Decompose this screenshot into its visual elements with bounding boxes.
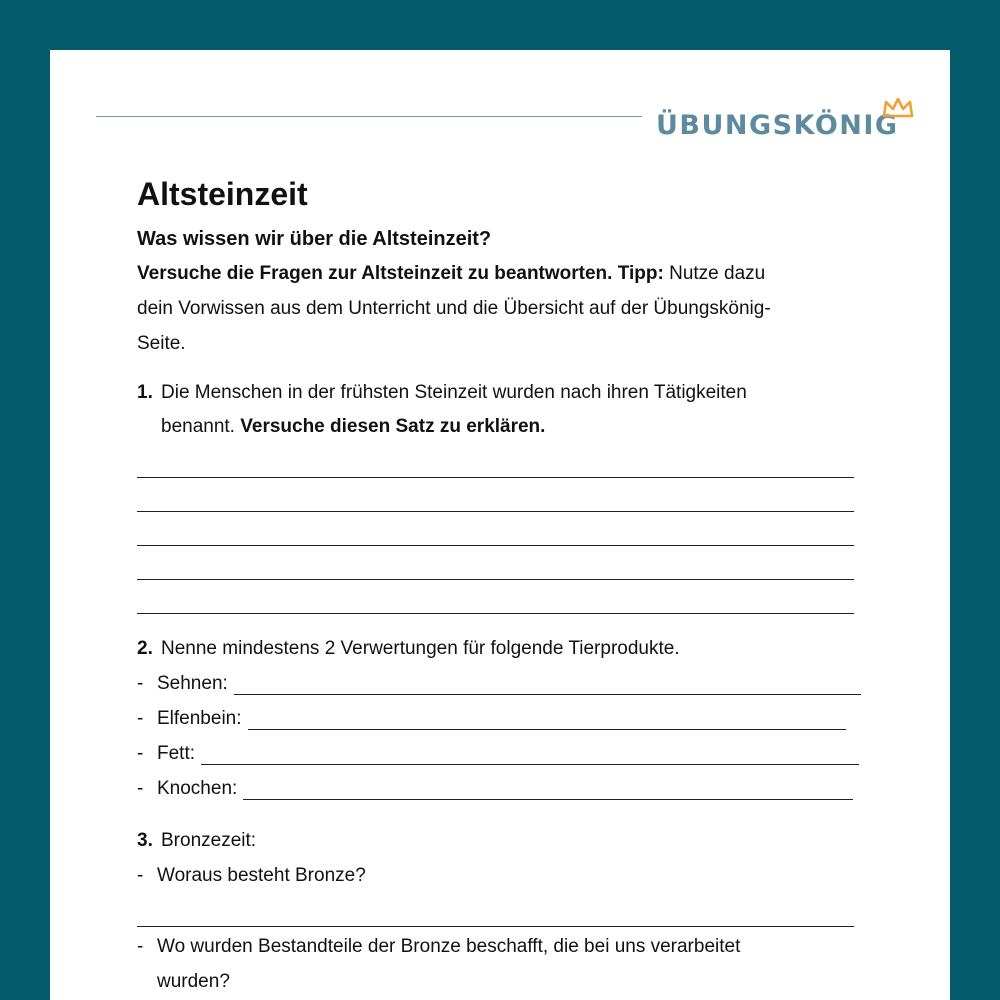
fill-in-line[interactable] — [201, 739, 859, 765]
sub-question: - Wo wurden Bestandteile der Bronze beschafft, die bei uns verarbeitet — [137, 929, 877, 964]
answer-line[interactable] — [137, 893, 854, 927]
instructions-bold: Versuche die Fragen zur Altsteinzeit zu beantworten. — [137, 263, 613, 284]
sub-question-text: Wo wurden Bestandteile der Bronze beschafft, die bei uns verarbeitet — [157, 936, 741, 957]
list-item-sehnen: - Sehnen: — [137, 666, 877, 701]
instructions — [137, 256, 877, 361]
answer-line[interactable] — [137, 512, 854, 546]
question-2 — [137, 632, 877, 806]
answer-line[interactable] — [137, 580, 854, 614]
item-label: Fett: — [157, 743, 196, 764]
fill-in-line[interactable] — [234, 669, 861, 695]
list-item-elfenbein: - Elfenbein: — [137, 701, 877, 736]
instructions-line2: dein Vorwissen aus dem Unterricht und die Übersicht auf der Übungskönig- — [137, 298, 771, 319]
sub-question-text: Woraus besteht Bronze? — [157, 865, 366, 886]
question-task: Versuche diesen Satz zu erklären. — [240, 416, 546, 437]
answer-line[interactable] — [137, 546, 854, 580]
list-item-fett: - Fett: — [137, 736, 877, 771]
tip-label: Tipp: — [617, 263, 664, 284]
worksheet-page — [50, 50, 950, 1000]
question-number: 3. — [137, 830, 153, 851]
page-title: Altsteinzeit — [137, 176, 308, 212]
sub-question-text-line2: wurden? — [157, 971, 230, 992]
fill-in-line[interactable] — [248, 704, 846, 730]
fill-in-line[interactable] — [243, 774, 853, 800]
item-label: Elfenbein: — [157, 708, 242, 729]
question-1 — [137, 376, 877, 614]
instructions-rest: Nutze dazu — [663, 263, 766, 284]
page-subtitle: Was wissen wir über die Altsteinzeit? — [137, 228, 492, 250]
instructions-line3: Seite. — [137, 333, 186, 354]
question-text: Nenne mindestens 2 Verwertungen für folgende Tierprodukte. — [161, 638, 680, 659]
answer-lines — [137, 444, 877, 614]
answer-line[interactable] — [137, 478, 854, 512]
question-3 — [137, 824, 877, 999]
list-item-knochen: - Knochen: — [137, 771, 877, 806]
question-text-line1: Die Menschen in der frühsten Steinzeit wurden nach ihren Tätigkeiten — [161, 382, 747, 403]
question-number: 1. — [137, 382, 153, 403]
header-rule — [96, 116, 642, 117]
item-label: Knochen: — [157, 778, 238, 799]
answer-line[interactable] — [137, 444, 854, 478]
item-label: Sehnen: — [157, 673, 228, 694]
question-text: Bronzezeit: — [161, 830, 257, 851]
brand-logo-text: ÜBUNGSKÖNIG — [656, 110, 899, 141]
crown-icon — [882, 98, 914, 118]
question-text-line2: benannt. — [161, 416, 241, 437]
question-number: 2. — [137, 638, 153, 659]
sub-question: - Woraus besteht Bronze? — [137, 858, 877, 893]
worksheet-content — [137, 170, 877, 999]
